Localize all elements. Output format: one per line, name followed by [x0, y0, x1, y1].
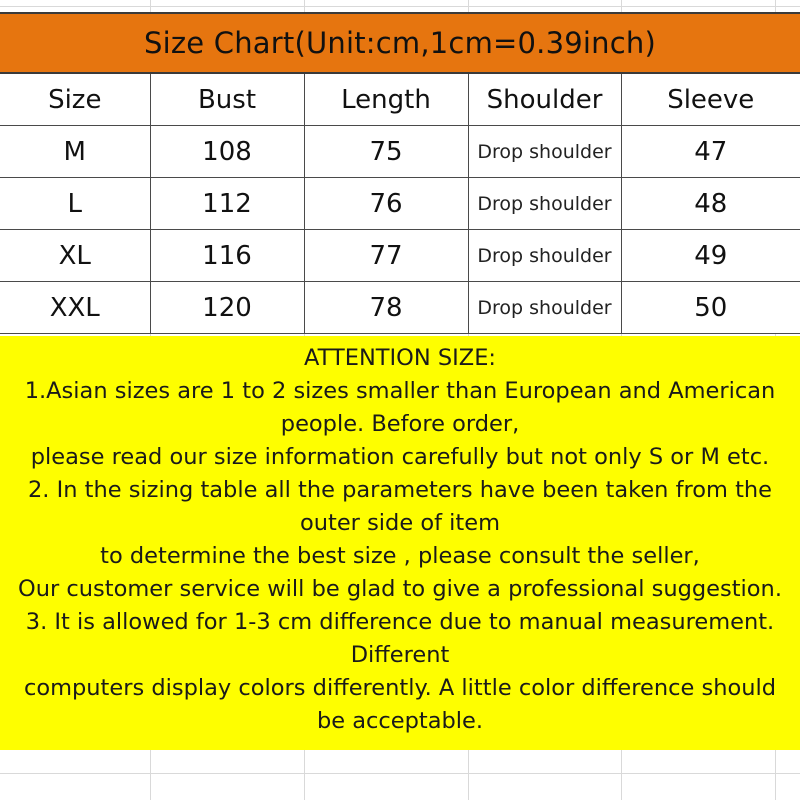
header-length: Length [304, 74, 468, 126]
attention-notice [0, 336, 800, 750]
cell-shoulder: Drop shoulder [468, 282, 621, 334]
cell-bust: 120 [150, 282, 304, 334]
cell-size: L [0, 178, 150, 230]
notice-line: Our customer service will be glad to give a professional suggestion. [18, 576, 782, 602]
table-row [0, 230, 800, 282]
cell-length: 76 [304, 178, 468, 230]
cell-length: 77 [304, 230, 468, 282]
cell-shoulder: Drop shoulder [468, 230, 621, 282]
header-size: Size [0, 74, 150, 126]
cell-bust: 112 [150, 178, 304, 230]
notice-line: people. Before order, [280, 411, 520, 437]
notice-line: please read our size information carefully but not only S or M etc. [30, 444, 770, 470]
size-table [0, 74, 800, 334]
notice-line: to determine the best size , please consult the seller, [100, 543, 700, 569]
notice-line: 3. It is allowed for 1-3 cm difference due to manual measurement. [25, 609, 775, 635]
cell-size: XL [0, 230, 150, 282]
notice-line: outer side of item [299, 510, 501, 536]
notice-line: be acceptable. [316, 708, 484, 734]
cell-shoulder: Drop shoulder [468, 178, 621, 230]
cell-bust: 108 [150, 126, 304, 178]
cell-bust: 116 [150, 230, 304, 282]
notice-line: 1.Asian sizes are 1 to 2 sizes smaller than European and American [24, 378, 776, 404]
cell-size: M [0, 126, 150, 178]
table-row [0, 282, 800, 334]
notice-line: Different [350, 642, 450, 668]
cell-sleeve: 50 [621, 282, 800, 334]
table-row [0, 126, 800, 178]
notice-line: 2. In the sizing table all the parameters have been taken from the [27, 477, 773, 503]
cell-size: XXL [0, 282, 150, 334]
chart-title: Size Chart(Unit:cm,1cm=0.39inch) [144, 26, 656, 60]
cell-length: 75 [304, 126, 468, 178]
cell-shoulder: Drop shoulder [468, 126, 621, 178]
header-bust: Bust [150, 74, 304, 126]
cell-length: 78 [304, 282, 468, 334]
cell-sleeve: 49 [621, 230, 800, 282]
header-shoulder: Shoulder [468, 74, 621, 126]
notice-heading: ATTENTION SIZE: [304, 345, 496, 371]
notice-line: computers display colors differently. A little color difference should [23, 675, 777, 701]
cell-sleeve: 48 [621, 178, 800, 230]
table-row [0, 178, 800, 230]
header-sleeve: Sleeve [621, 74, 800, 126]
title-bar [0, 12, 800, 74]
cell-sleeve: 47 [621, 126, 800, 178]
table-header-row [0, 74, 800, 126]
